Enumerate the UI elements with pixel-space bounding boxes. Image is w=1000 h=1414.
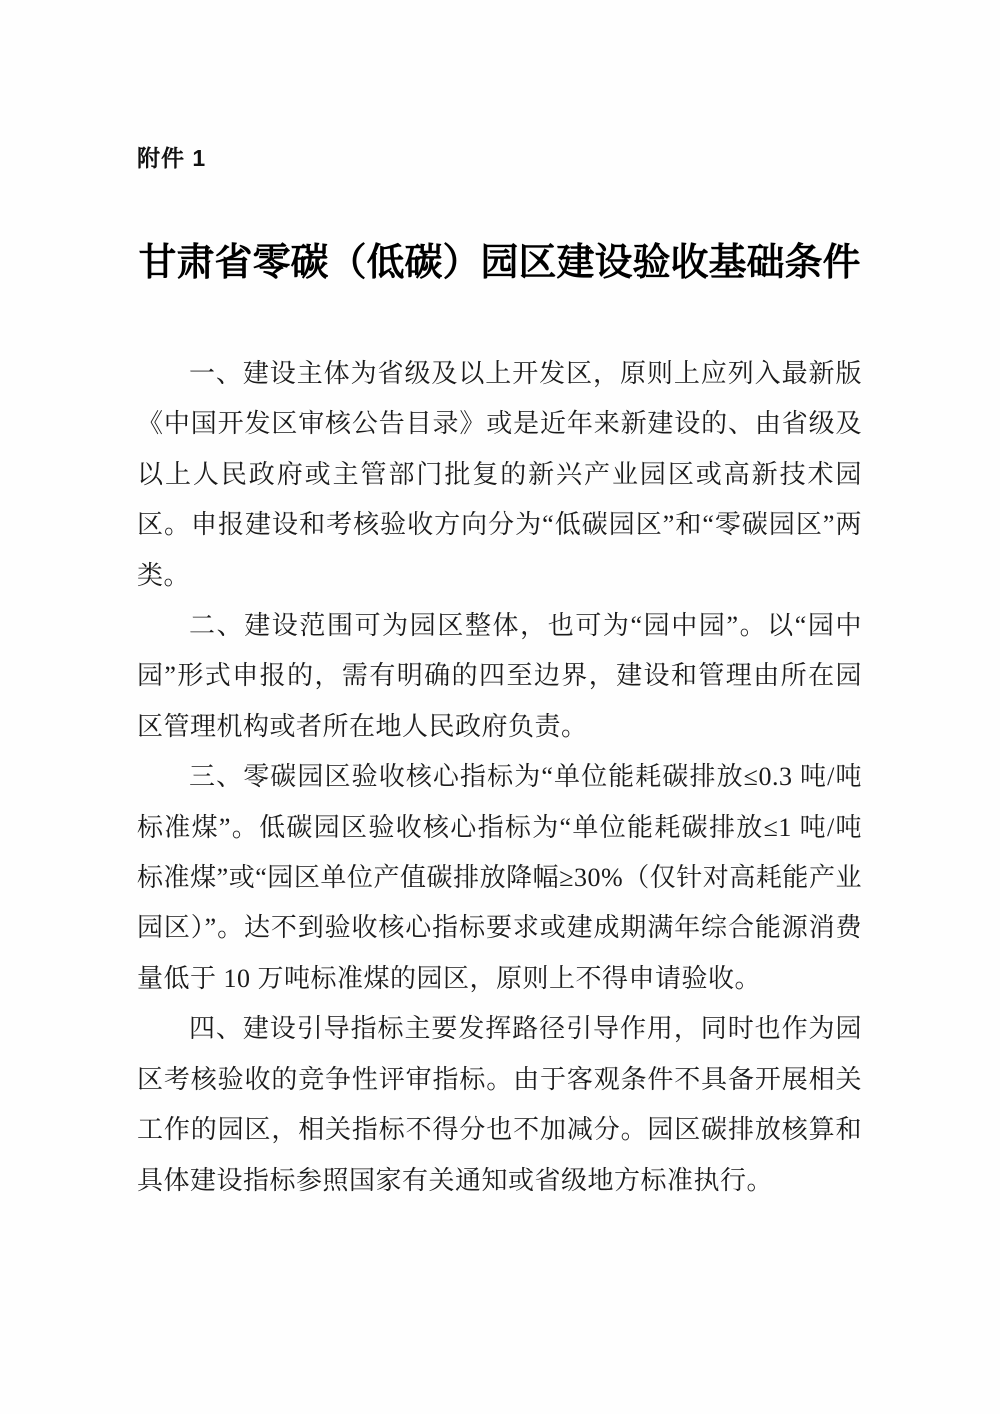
- paragraph-2: 二、建设范围可为园区整体，也可为“园中园”。以“园中园”形式申报的，需有明确的四至边界，建设和管理由所在园区管理机构或者所在地人民政府负责。: [137, 611, 862, 741]
- paragraph-4: 四、建设引导指标主要发挥路径引导作用，同时也作为园区考核验收的竞争性评审指标。由于客观条件不具备开展相关工作的园区，相关指标不得分也不加减分。园区碳排放核算和具体建设指标参照国家有关通知或省级地方标准执行。: [137, 1014, 862, 1195]
- document-body: [137, 349, 862, 1206]
- document-title: 甘肃省零碳（低碳）园区建设验收基础条件: [138, 242, 861, 284]
- paragraph-1: 一、建设主体为省级及以上开发区，原则上应列入最新版《中国开发区审核公告目录》或是近年来新建设的、由省级及以上人民政府或主管部门批复的新兴产业园区或高新技术园区。申报建设和考核验收方向分为“低碳园区”和“零碳园区”两类。: [137, 359, 862, 590]
- paragraph-3: 三、零碳园区验收核心指标为“单位能耗碳排放≤0.3 吨/吨标准煤”。低碳园区验收核心指标为“单位能耗碳排放≤1 吨/吨标准煤”或“园区单位产值碳排放降幅≥30%（仅针对高耗能产业园区）”。达不到验收核心指标要求或建成期满年综合能源消费量低于 10 万吨标准煤的园区，原则上不得申请验收。: [137, 762, 862, 993]
- attachment-label: 附件 1: [137, 145, 207, 171]
